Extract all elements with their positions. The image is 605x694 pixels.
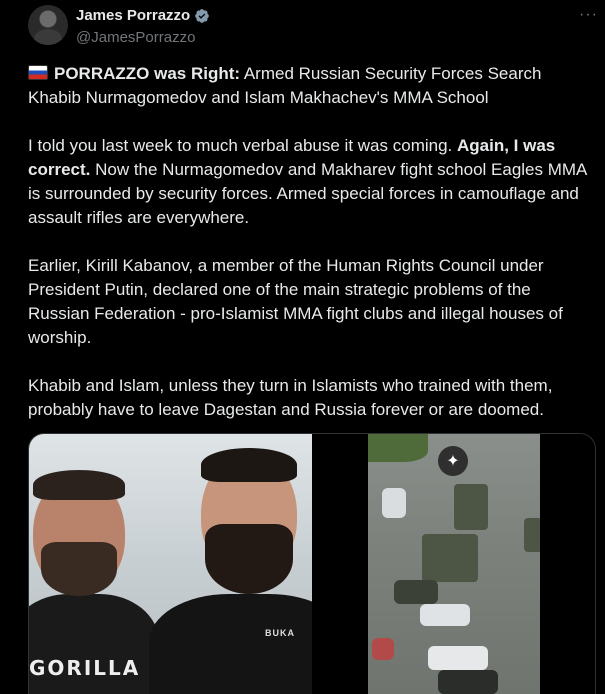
armored-vehicle [454,484,488,530]
media-grid [28,433,596,694]
avatar[interactable] [28,5,68,45]
tree-canopy [368,434,428,462]
paragraph-2-end: Now the Nurmagomedov and Makharev fight school Eagles MMA is surrounded by security forces. Armed special forces in camouflage and assault rifles are everywhere. [28,160,587,227]
tweet-paragraph-4: Khabib and Islam, unless they turn in Islamists who trained with them, probably have to leave Dagestan and Russia forever or are doomed. [28,376,553,419]
sparkle-icon[interactable]: ✦ [438,446,468,476]
headline-text: Armed Russian Security Forces Search Khabib Nurmagomedov and Islam Makhachev's MMA School [28,64,542,107]
tweet-paragraph-3: Earlier, Kirill Kabanov, a member of the Human Rights Council under President Putin, declared one of the main strategic problems of the Russian Federation - pro-Islamist MMA fight clubs and illegal houses of worship. [28,256,563,347]
parked-car [438,670,498,694]
paragraph-2-bold: Again, I was correct. [28,136,556,179]
person-right-body [149,594,312,694]
person-left-beard [41,542,117,596]
more-options-button[interactable]: ··· [579,6,598,23]
armored-vehicle [524,518,540,552]
russia-flag-icon [28,65,48,80]
author-name-row[interactable] [76,7,210,24]
person-right-hair [201,448,297,482]
verified-badge-icon [194,8,210,24]
parked-car [394,580,438,604]
parked-car [420,604,470,626]
author-name[interactable]: James Porrazzo [76,7,191,24]
armored-vehicle [422,534,478,582]
parked-car [372,638,394,660]
paragraph-2-start: I told you last week to much verbal abuse it was coming. [28,136,457,155]
person-left-hair [33,470,125,500]
video-thumbnail[interactable] [368,434,540,694]
media-video-right[interactable] [312,434,595,694]
headline-bold: PORRAZZO was Right: [54,64,241,83]
tweet-paragraph-2 [28,134,594,230]
parked-car [428,646,488,670]
tweet-text [28,62,594,446]
shirt-logo-text: BUKA [265,628,295,638]
parked-car [382,488,406,518]
tweet-header [28,4,598,48]
author-handle[interactable]: @JamesPorrazzo [76,29,196,46]
tweet-paragraph-1 [28,62,594,110]
shirt-print-text: GORILLA [29,656,141,680]
media-photo-left[interactable] [29,434,312,694]
person-right-beard [205,524,293,594]
